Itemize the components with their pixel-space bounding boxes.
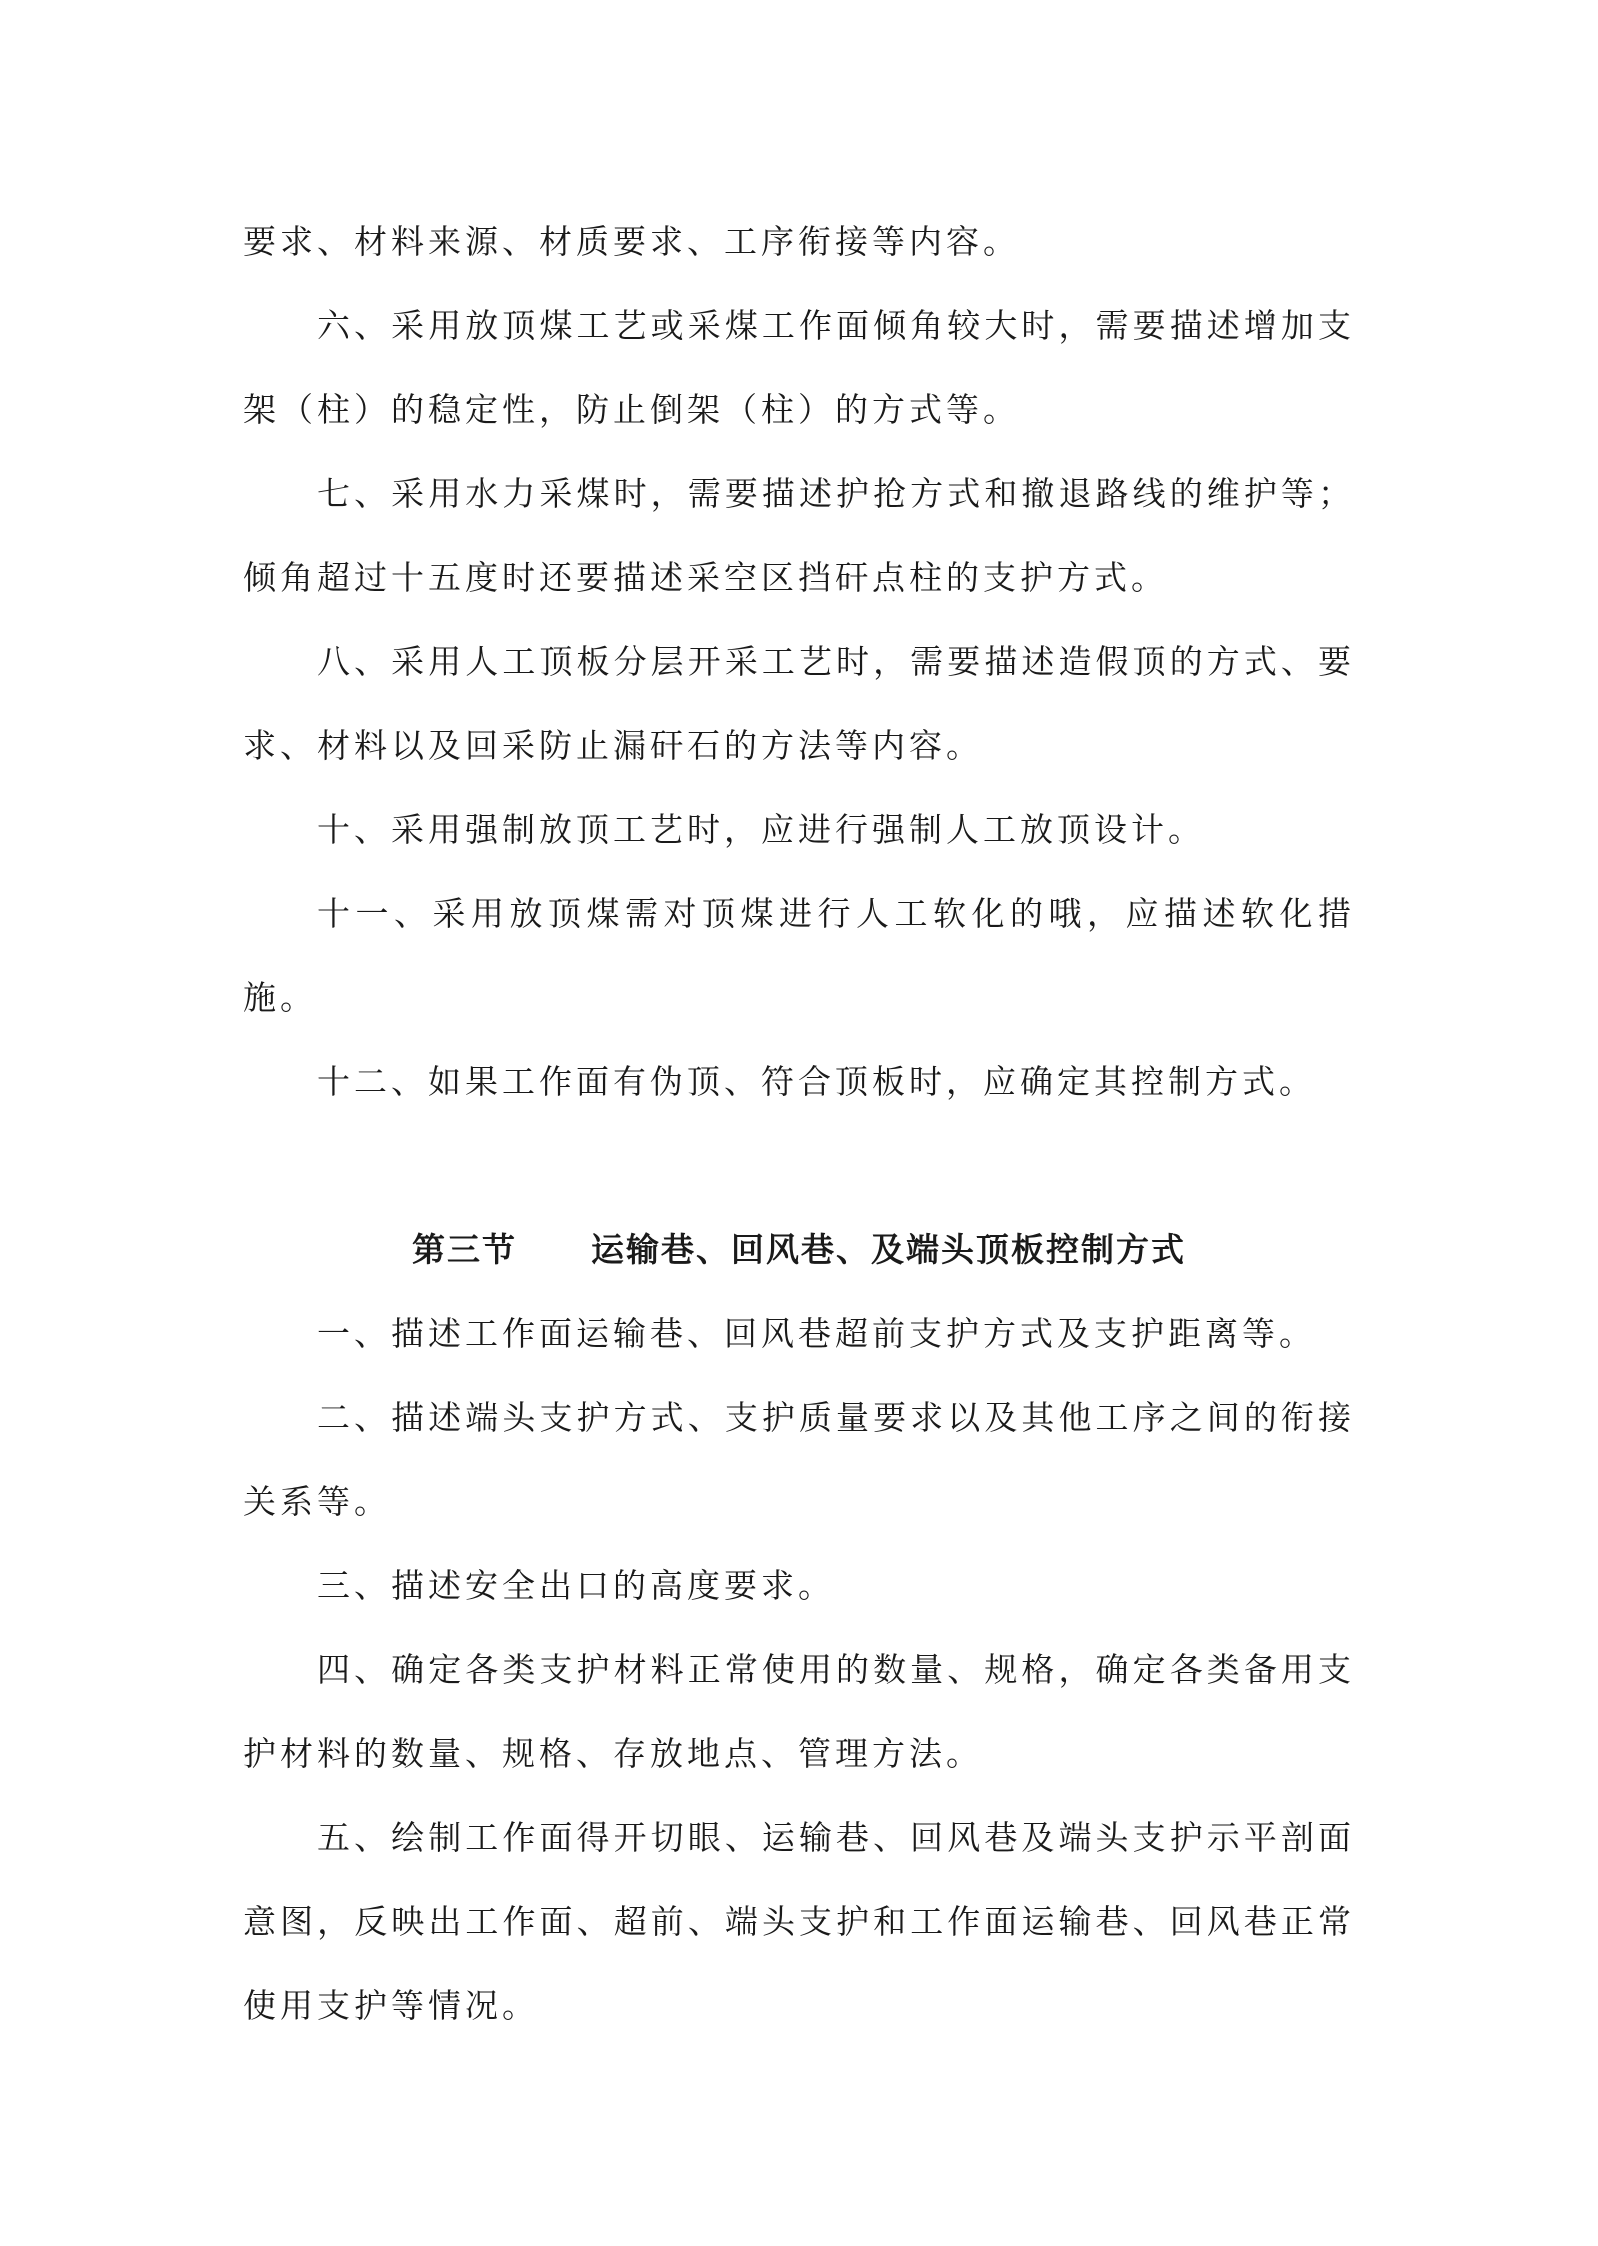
paragraph: 六、采用放顶煤工艺或采煤工作面倾角较大时，需要描述增加支架（柱）的稳定性，防止倒架（柱）的方式等。 — [243, 306, 1355, 429]
paragraph: 十一、采用放顶煤需对顶煤进行人工软化的哦，应描述软化措施。 — [243, 894, 1355, 1017]
section-title: 运输巷、回风巷、及端头顶板控制方式 — [591, 1230, 1186, 1269]
paragraph: 十、采用强制放顶工艺时，应进行强制人工放顶设计。 — [317, 810, 1205, 849]
paragraph: 一、描述工作面运输巷、回风巷超前支护方式及支护距离等。 — [317, 1314, 1316, 1353]
paragraph: 要求、材料来源、材质要求、工序衔接等内容。 — [243, 222, 1020, 261]
paragraph: 五、绘制工作面得开切眼、运输巷、回风巷及端头支护示平剖面意图，反映出工作面、超前、端头支护和工作面运输巷、回风巷正常使用支护等情况。 — [243, 1818, 1355, 2025]
paragraph: 十二、如果工作面有伪顶、符合顶板时，应确定其控制方式。 — [317, 1062, 1316, 1101]
section-number: 第三节 — [412, 1230, 517, 1269]
paragraph: 七、采用水力采煤时，需要描述护抢方式和撤退路线的维护等；倾角超过十五度时还要描述采空区挡矸点柱的支护方式。 — [243, 474, 1355, 597]
paragraph: 四、确定各类支护材料正常使用的数量、规格，确定各类备用支护材料的数量、规格、存放地点、管理方法。 — [243, 1650, 1355, 1773]
page-content — [243, 200, 1355, 2048]
paragraph: 三、描述安全出口的高度要求。 — [317, 1566, 835, 1605]
section-spacer — [243, 1124, 1355, 1208]
paragraph: 八、采用人工顶板分层开采工艺时，需要描述造假顶的方式、要求、材料以及回采防止漏矸石的方法等内容。 — [243, 642, 1355, 765]
paragraph: 二、描述端头支护方式、支护质量要求以及其他工序之间的衔接关系等。 — [243, 1398, 1355, 1521]
section-heading — [243, 1208, 1355, 1292]
